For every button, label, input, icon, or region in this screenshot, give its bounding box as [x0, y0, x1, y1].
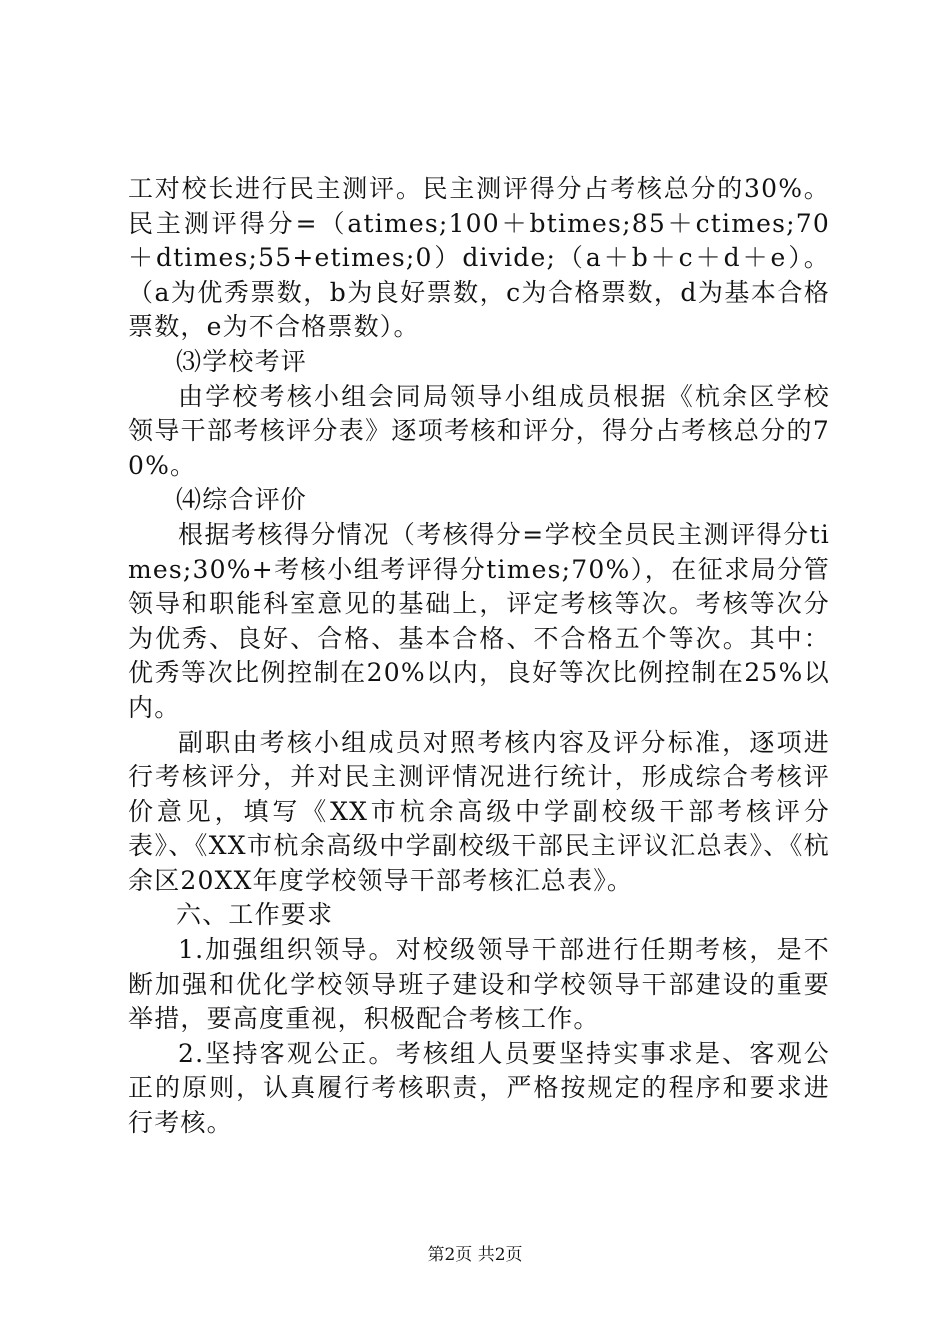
heading-work-requirements: 六、工作要求: [176, 900, 334, 930]
paragraph-requirement-2: 2.坚持客观公正。考核组人员要坚持实事求是、客观公正的原则，认真履行考核职责，严格按规定的程序和要求进行考核。: [128, 1038, 830, 1138]
document-body: [128, 172, 830, 1141]
paragraph-democratic-scoring: 工对校长进行民主测评。民主测评得分占考核总分的30%。民主测评得分=（atimes;100＋btimes;85＋ctimes;70＋dtimes;55+etimes;0）divide;（a＋b＋c＋d＋e）。（a为优秀票数，b为良好票数，c为合格票数，d为基本合格票数，e为不合格票数）。: [128, 174, 830, 342]
heading-overall-evaluation: ⑷综合评价: [176, 485, 308, 515]
paragraph-requirement-1: 1.加强组织领导。对校级领导干部进行任期考核，是不断加强和优化学校领导班子建设和学校领导干部建设的重要举措，要高度重视，积极配合考核工作。: [128, 935, 830, 1034]
paragraph-school-evaluation: 由学校考核小组会同局领导小组成员根据《杭余区学校领导干部考核评分表》逐项考核和评分，得分占考核总分的70%。: [128, 381, 830, 480]
paragraph-deputy-evaluation: 副职由考核小组成员对照考核内容及评分标准，逐项进行考核评分，并对民主测评情况进行统计，形成综合考核评价意见，填写《XX市杭余高级中学副校级干部考核评分表》、《XX市杭余高级中学副校级干部民主评议汇总表》、《杭余区20XX年度学校领导干部考核汇总表》。: [128, 727, 830, 895]
page-number-footer: 第2页 共2页: [427, 1245, 523, 1265]
paragraph-overall-evaluation: 根据考核得分情况（考核得分=学校全员民主测评得分times;30%+考核小组考评得分times;70%），在征求局分管领导和职能科室意见的基础上，评定考核等次。考核等次分为优秀、良好、合格、基本合格、不合格五个等次。其中：优秀等次比例控制在20%以内，良好等次比例控制在25%以内。: [128, 519, 830, 722]
heading-school-evaluation: ⑶学校考评: [176, 346, 308, 376]
